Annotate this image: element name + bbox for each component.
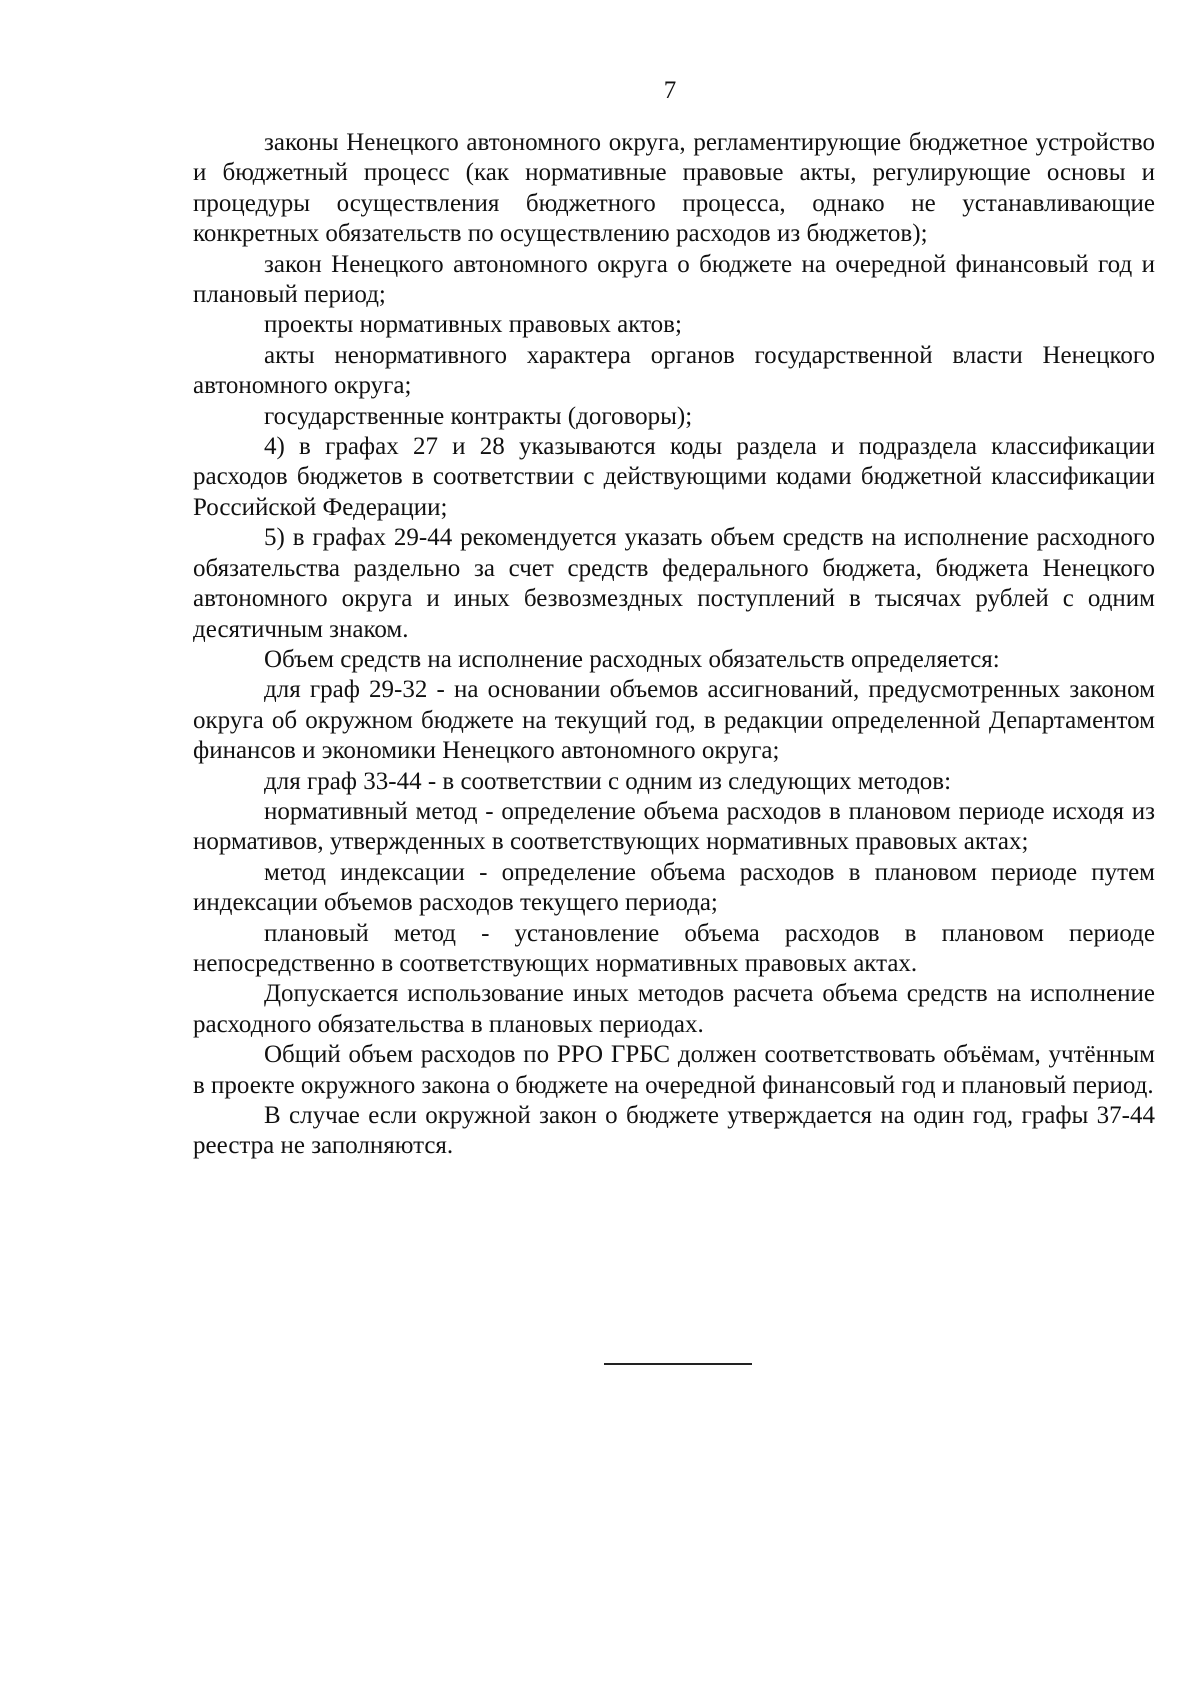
paragraph: Объем средств на исполнение расходных обязательств определяется: xyxy=(264,645,1000,673)
paragraph: закон Ненецкого автономного округа о бюджете на очередной финансовый год и плановый период; xyxy=(193,250,1155,309)
paragraph: для граф 29-32 - на основании объемов ассигнований, предусмотренных законом округа об окружном бюджете на текущий год, в редакции определенной Департаментом финансов и экономики Ненецкого автономного округа; xyxy=(193,676,1155,765)
paragraph: 5) в графах 29-44 рекомендуется указать объем средств на исполнение расходного обязательства раздельно за счет средств федерального бюджета, бюджета Ненецкого автономного округа и иных безвозмездных поступлений в тысячах рублей с одним десятичным знаком. xyxy=(193,524,1155,643)
paragraph: 4) в графах 27 и 28 указываются коды раздела и подраздела классификации расходов бюджетов в соответствии с действующими кодами бюджетной классификации Российской Федерации; xyxy=(193,433,1155,521)
paragraph: нормативный метод - определение объема расходов в плановом периоде исходя из нормативов, утвержденных в соответствующих нормативных правовых актах; xyxy=(193,797,1155,856)
paragraph: В случае если окружной закон о бюджете утверждается на один год, графы 37-44 реестра не заполняются. xyxy=(193,1102,1155,1160)
paragraph: Допускается использование иных методов расчета объема средств на исполнение расходного обязательства в плановых периодах. xyxy=(193,980,1155,1038)
paragraph: государственные контракты (договоры); xyxy=(264,402,693,430)
document-body xyxy=(193,128,1155,1162)
end-of-document-rule xyxy=(604,1363,752,1365)
paragraph: проекты нормативных правовых актов; xyxy=(264,311,682,339)
paragraph: акты ненормативного характера органов государственной власти Ненецкого автономного округа; xyxy=(193,341,1155,400)
paragraph: для граф 33-44 - в соответствии с одним из следующих методов: xyxy=(264,767,952,795)
paragraph: Общий объем расходов по РРО ГРБС должен соответствовать объёмам, учтённым в проекте окружного закона о бюджете на очередной финансовый год и плановый период. xyxy=(193,1041,1155,1099)
paragraph: метод индексации - определение объема расходов в плановом периоде путем индексации объемов расходов текущего периода; xyxy=(193,858,1155,917)
paragraph: плановый метод - установление объема расходов в плановом периоде непосредственно в соответствующих нормативных правовых актах. xyxy=(193,919,1155,977)
page-number: 7 xyxy=(663,77,677,104)
paragraph: законы Ненецкого автономного округа, регламентирующие бюджетное устройство и бюджетный процесс (как нормативные правовые акты, регулирующие основы и процедуры осуществления бюджетного процесса, однако не устанавливающие конкретных обязательств по осуществлению расходов из бюджетов); xyxy=(193,129,1155,248)
